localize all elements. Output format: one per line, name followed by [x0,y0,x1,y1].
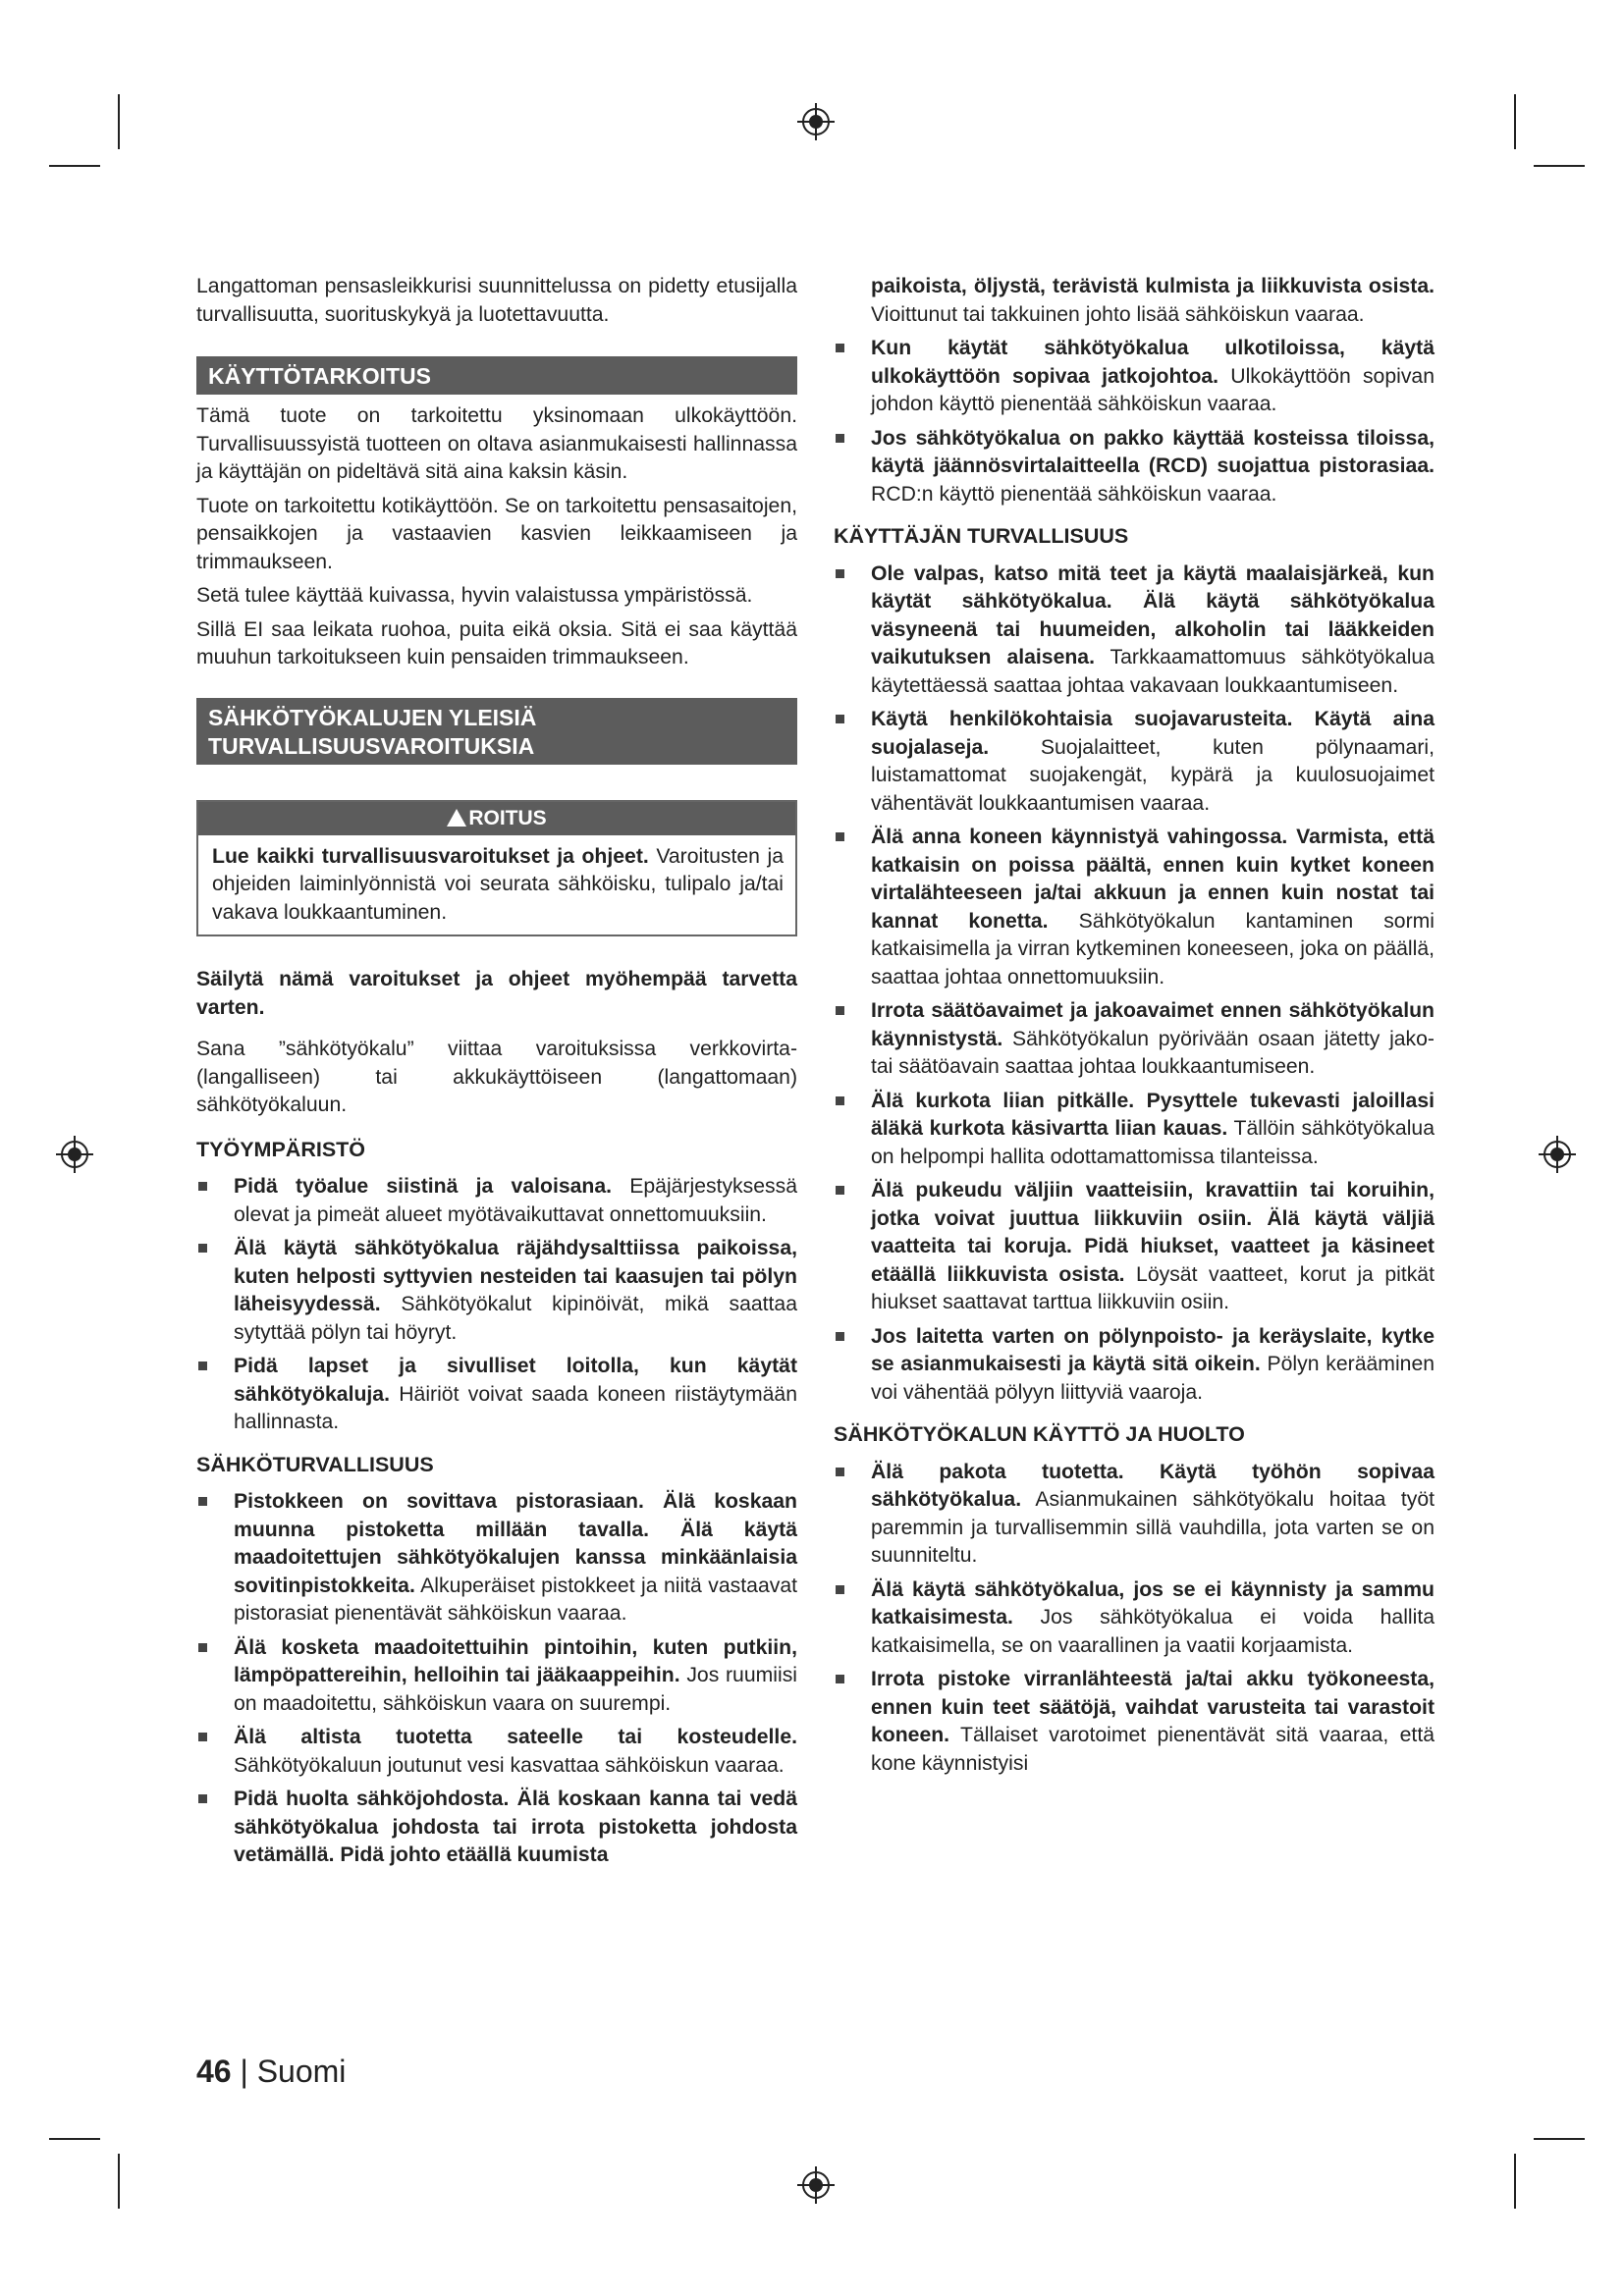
left-column [196,273,797,1876]
intro-paragraph: Langattoman pensasleikkurisi suunnittelussa on pidetty etusijalla turvallisuutta, suorituskykyä ja luotettavuutta. [196,275,797,326]
item-bold: Älä kosketa maadoitettuihin pintoihin, kuten putkiin, lämpöpattereihin, helloihin tai jääkaappeihin. [234,1635,797,1686]
list-item-continued [834,273,1435,329]
subheading-sahkoturvallisuus: SÄHKÖTURVALLISUUS [196,1452,434,1476]
bullet-icon [836,1096,844,1105]
item-text: Asianmukainen sähkötyökalu hoitaa työt paremmin ja turvallisemmin sillä vauhdilla, jota varten se on suunniteltu. [871,1488,1435,1567]
definition-paragraph: Sana ”sähkötyökalu” viittaa varoituksissa verkkovirta-(langalliseen) tai akkukäyttöiseen (langattomaan) sähkötyökaluun. [196,1038,797,1116]
item-bold: paikoista, öljystä, terävistä kulmista ja liikkuvista osista. [871,275,1435,297]
registration-mark-icon [1538,1135,1577,1174]
list-item [834,824,1435,991]
crop-mark [1534,2138,1585,2140]
body-paragraph: Tuote on tarkoitettu kotikäyttöön. Se on tarkoitettu pensasaitojen, pensaikkojen ja vastaavien kasvien leikkaamiseen ja trimmaukseen. [196,494,797,573]
item-bold: Pidä lapset ja sivulliset loitolla, kun käytät sähkötyökaluja. [234,1355,797,1406]
list-item [834,1177,1435,1317]
section-heading-yleisia [196,698,797,765]
bullet-list [834,273,1435,508]
item-bold: Älä käytä sähkötyökalua, jos se ei käynnisty ja sammu katkaisimesta. [871,1577,1435,1629]
list-item [196,1235,797,1347]
registration-mark-icon [796,2165,836,2205]
item-bold: Pidä työalue siistinä ja valoisana. [234,1175,613,1198]
item-bold: Jos laitetta varten on pölynpoisto- ja keräyslaite, kytke se asianmukaisesti ja käytä sitä oikein. [871,1324,1435,1375]
crop-mark [1514,2154,1516,2209]
list-item [196,1786,797,1870]
item-text: Jos ruumiisi on maadoitettu, sähköiskun vaara on suurempi. [234,1664,797,1715]
list-item [196,1724,797,1780]
item-text: Tarkkaamattomuus sähkötyökalua käytettäessä saattaa johtaa vakavaan loukkaantumiseen. [871,646,1435,697]
bullet-icon [836,1468,844,1476]
page-footer [196,2054,346,2090]
bullet-list [196,1488,797,1870]
bullet-icon [836,1585,844,1594]
bullet-icon [836,1675,844,1683]
crop-mark [49,2138,100,2140]
item-bold: Kun käytät sähkötyökalua ulkotiloissa, käytä ulkokäyttöön sopivaa jatkojohtoa. [871,337,1435,388]
right-column [834,273,1435,1784]
item-text: Tällöin sähkötyökalua on helpompi hallita odottamattomissa tilanteissa. [871,1117,1435,1168]
bullet-icon [198,1497,207,1506]
subheading-tyoymparisto: TYÖYMPÄRISTÖ [196,1137,366,1161]
bullet-icon [198,1794,207,1803]
section-heading-line: SÄHKÖTYÖKALUJEN YLEISIÄ [208,704,537,730]
bullet-icon [836,715,844,723]
warning-label: ROITUS [468,806,547,829]
bullet-list [834,561,1435,1408]
crop-mark [1514,94,1516,149]
footer-separator: | [231,2054,257,2089]
registration-mark-icon [796,102,836,141]
item-text: Sähkötyökalun kantaminen sormi katkaisimella ja virran kytkeminen koneeseen, joka on päällä, saattaa johtaa onnettomuuksiin. [871,909,1435,988]
item-bold: Älä anna koneen käynnistyä vahingossa. Varmista, että katkaisin on poissa päältä, ennen kuin kytket koneen virtalähteeseen ja/tai akkuun ja ennen kuin nostat tai kannat konetta. [871,826,1435,933]
item-bold: Älä pakota tuotetta. Käytä työhön sopivaa sähkötyökalua. [871,1460,1435,1511]
list-item [196,1173,797,1229]
item-text: Sähkötyökalut kipinöivät, mikä saattaa sytyttää pölyn tai höyryt. [234,1293,797,1344]
section-heading-kayttotarkoitus: KÄYTTÖTARKOITUS [196,356,797,395]
item-bold: Irrota säätöavaimet ja jakoavaimet ennen sähkötyökalun käynnistystä. [871,999,1435,1050]
subheading-kayttajan-turvallisuus: KÄYTTÄJÄN TURVALLISUUS [834,524,1129,548]
item-bold: Älä altista tuotetta sateelle tai kosteudelle. [234,1726,797,1748]
list-item [834,1576,1435,1661]
bullet-icon [198,1643,207,1652]
item-text: RCD:n käyttö pienentää sähköiskun vaaraa. [871,482,1277,506]
bullet-icon [198,1182,207,1191]
subheading-kaytto-ja-huolto: SÄHKÖTYÖKALUN KÄYTTÖ JA HUOLTO [834,1422,1245,1446]
item-text: Epäjärjestyksessä olevat ja pimeät alueet myötävaikuttavat onnettomuuksiin. [234,1175,798,1226]
warning-text: Varoitusten ja ohjeiden laiminlyönnistä voi seurata sähköisku, tulipalo ja/tai vakava loukkaantuminen. [212,844,784,924]
list-item [834,1323,1435,1408]
bullet-icon [836,569,844,578]
list-item [834,1459,1435,1571]
item-bold: Irrota pistoke virranlähteestä ja/tai akku työkoneesta, ennen kuin teet säätöjä, vaihdat varusteita tai varastoit koneen. [871,1668,1435,1746]
bullet-list [834,1459,1435,1779]
section-heading-line: TURVALLISUUSVAROITUKSIA [208,732,535,759]
warning-box [196,800,797,937]
item-text: Jos sähkötyökalua ei voida hallita katkaisimella, se on vaarallinen ja vaatii korjaamista. [871,1606,1435,1657]
bullet-icon [836,1332,844,1341]
list-item [834,997,1435,1082]
warning-body [198,835,795,935]
bullet-icon [836,1006,844,1015]
list-item [196,1634,797,1719]
bullet-icon [198,1244,207,1253]
list-item [834,335,1435,419]
bullet-icon [836,434,844,443]
item-bold: Ole valpas, katso mitä teet ja käytä maalaisjärkeä, kun käytät sähkötyökalua. Älä käytä sähkötyökalua väsyneenä tai huumeiden, alkoholin tai lääkkeiden vaikutuksen alaisena. [871,561,1435,668]
bullet-icon [198,1733,207,1741]
crop-mark [49,165,100,167]
item-text: Sähkötyökaluun joutunut vesi kasvattaa sähköiskun vaaraa. [234,1753,785,1777]
item-text: Suojalaitteet, kuten pölynaamari, luistamattomat suojakengät, kypärä ja kuulosuojaimet vähentävät loukkaantumisen vaaraa. [871,735,1435,815]
item-bold: Pidä huolta sähköjohdosta. Älä koskaan kanna tai vedä sähkötyökalua johdosta tai irrota pistoketta johdosta vetämällä. Pidä johto etäällä kuumista [234,1788,797,1866]
list-item [196,1488,797,1629]
item-bold: Älä pukeudu väljiin vaatteisiin, kravattiin tai koruihin, jotka voivat juuttua liikkuviin osiin. Älä käytä väljiä vaatteita tai koruja. Pidä hiukset, vaatteet ja käsineet etäällä liikkuvista osista. [871,1179,1435,1286]
list-item [834,425,1435,509]
crop-mark [118,94,120,149]
crop-mark [118,2154,120,2209]
bullet-icon [836,832,844,841]
item-bold: Pistokkeen on sovittava pistorasiaan. Älä koskaan muunna pistoketta millään tavalla. Älä käytä maadoitettujen sähkötyökalujen kanssa minkäänlaisia sovitinpistokkeita. [234,1490,797,1597]
bullet-icon [198,1362,207,1370]
body-paragraph: Setä tulee käyttää kuivassa, hyvin valaistussa ympäristössä. [196,584,753,607]
item-bold: Jos sähkötyökalua on pakko käyttää kosteissa tiloissa, käytä jäännösvirtalaitteella (RCD) suojattua pistorasiaa. [871,426,1435,477]
item-bold: Käytä henkilökohtaisia suojavarusteita. Käytä aina suojalaseja. [871,708,1435,759]
list-item [834,1666,1435,1778]
item-bold: Älä käytä sähkötyökalua räjähdysalttiissa paikoissa, kuten helposti syttyvien nesteiden tai kaasujen tai pölyn läheisyydessä. [234,1237,797,1315]
item-text: Vioittunut tai takkuinen johto lisää sähköiskun vaaraa. [871,302,1365,326]
warning-triangle-icon [447,809,466,827]
item-text: Löysät vaatteet, korut ja pitkät hiukset saattavat tarttua liikkuviin osiin. [871,1262,1435,1313]
body-paragraph: Sillä EI saa leikata ruohoa, puita eikä oksia. Sitä ei saa käyttää muuhun tarkoitukseen kuin pensaiden trimmaukseen. [196,617,797,668]
body-paragraph: Tämä tuote on tarkoitettu yksinomaan ulkokäyttöön. Turvallisuussyistä tuotteen on oltava asianmukaisesti hallinnassa ja käyttäjän on pideltävä sitä aina kaksin käsin. [196,404,797,483]
list-item [196,1353,797,1437]
footer-language: Suomi [256,2054,347,2089]
item-text: Tällaiset varotoimet pienentävät sitä vaaraa, että kone käynnistyisi [871,1724,1435,1775]
list-item [834,561,1435,701]
item-text: Häiriöt voivat saada koneen riistäytymään hallinnasta. [234,1382,797,1433]
warning-header [198,802,795,835]
item-bold: Älä kurkota liian pitkälle. Pysyttele tukevasti jaloillasi äläkä kurkota käsivartta liian kauas. [871,1089,1435,1140]
list-item [834,706,1435,818]
page-number: 46 [196,2054,232,2089]
item-text: Pölyn kerääminen voi vähentää pölyyn liittyviä vaaroja. [871,1353,1435,1404]
bullet-icon [836,1186,844,1195]
save-note: Säilytä nämä varoitukset ja ohjeet myöhempää tarvetta varten. [196,968,797,1019]
crop-mark [1534,165,1585,167]
item-text: Alkuperäiset pistokkeet ja niitä vastaavat pistorasiat pienentävät sähköiskun vaaraa. [234,1574,797,1625]
warning-bold-text: Lue kaikki turvallisuusvaroitukset ja ohjeet. [212,844,649,868]
bullet-icon [836,344,844,352]
item-text: Ulkokäyttöön sopivan johdon käyttö pienentää sähköiskun vaaraa. [871,364,1435,415]
bullet-list [196,1173,797,1437]
registration-mark-icon [55,1135,94,1174]
list-item [834,1088,1435,1172]
item-text: Sähkötyökalun pyörivään osaan jätetty jako- tai säätöavain saattaa johtaa loukkaantumiseen. [871,1027,1435,1078]
